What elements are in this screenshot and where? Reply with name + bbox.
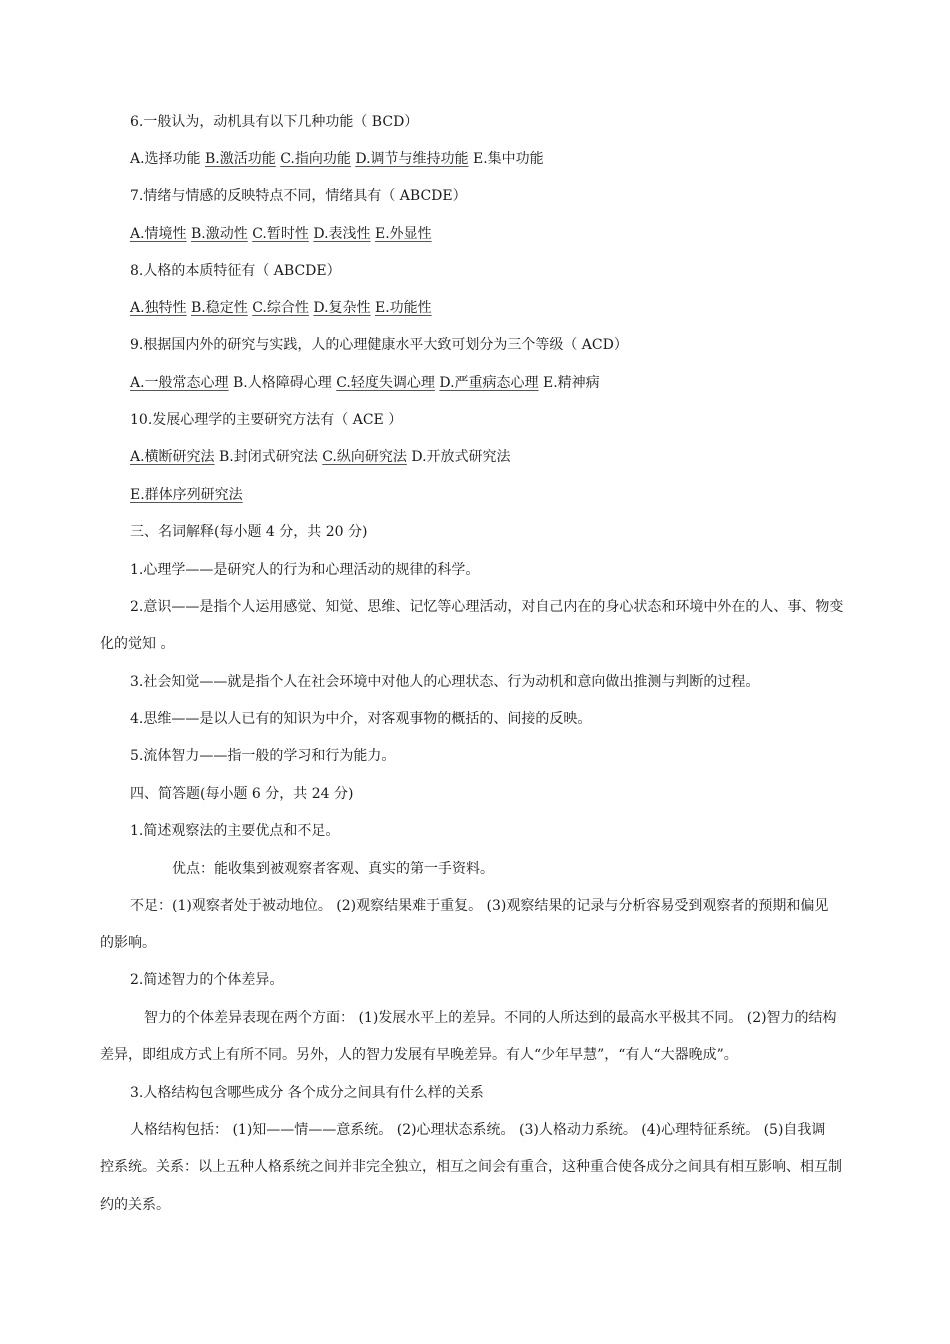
term-consciousness: 2.意识——是指个人运用感觉、知觉、思维、记忆等心理活动，对自己内在的身心状态和环境中外在的人、事、物变 xyxy=(130,599,844,615)
term-thinking: 4.思维——是以人已有的知识为中介，对客观事物的概括的、间接的反映。 xyxy=(130,711,592,727)
q8-option-c: C.综合性 xyxy=(252,300,309,316)
q7-options xyxy=(130,224,432,244)
q9-stem: 9.根据国内外的研究与实践，人的心理健康水平大致可划分为三个等级（ ACD） xyxy=(130,337,628,353)
q6-option-b: B.激活功能 xyxy=(205,151,276,167)
q7-option-e: E.外显性 xyxy=(374,226,432,242)
q9-option-c: C.轻度失调心理 xyxy=(336,375,435,391)
sa-q1-advantage: 优点：能收集到被观察者客观、真实的第一手资料。 xyxy=(172,861,494,877)
q7-option-b: B.激动性 xyxy=(191,226,248,242)
q6-option-c: C.指向功能 xyxy=(280,151,351,167)
q10-option-e: E.群体序列研究法 xyxy=(130,487,243,503)
q10-options xyxy=(130,447,511,467)
sa-q2-stem: 2.简述智力的个体差异。 xyxy=(130,972,284,988)
q8-option-a: A.独特性 xyxy=(130,300,187,316)
q7-stem: 7.情绪与情感的反映特点不同，情绪具有（ ABCDE） xyxy=(130,188,467,204)
q8-option-e: E.功能性 xyxy=(374,300,432,316)
q8-option-b: B.稳定性 xyxy=(191,300,248,316)
sa-q3-stem: 3.人格结构包含哪些成分 各个成分之间具有什么样的关系 xyxy=(130,1085,484,1101)
q10-option-a: A.横断研究法 xyxy=(130,449,215,465)
q9-option-e: E.精神病 xyxy=(542,375,600,391)
q6-options xyxy=(130,149,544,169)
sa-q2-answer: 智力的个体差异表现在两个方面： (1)发展水平上的差异。不同的人所达到的最高水平极其不同。 (2)智力的结构 xyxy=(144,1010,837,1026)
term-fluid-intelligence: 5.流体智力——指一般的学习和行为能力。 xyxy=(130,748,396,764)
q8-option-d: D.复杂性 xyxy=(313,300,371,316)
sa-q3-answer: 人格结构包括： (1)知——情——意系统。 (2)心理状态系统。 (3)人格动力系统。 (4)心理特征系统。 (5)自我调 xyxy=(130,1122,826,1138)
q7-option-c: C.暂时性 xyxy=(252,226,309,242)
term-consciousness-cont: 化的觉知 。 xyxy=(100,636,175,652)
sa-q1-stem: 1.简述观察法的主要优点和不足。 xyxy=(130,823,340,839)
q6-stem: 6.一般认为，动机具有以下几种功能（ BCD） xyxy=(130,114,419,130)
sa-q2-answer-cont: 差异，即组成方式上有所不同。另外，人的智力发展有早晚差异。有人“少年早慧”，“有人“大器晚成”。 xyxy=(100,1047,738,1063)
q10-option-b: B.封闭式研究法 xyxy=(219,449,318,465)
q9-options xyxy=(130,373,600,393)
q10-option-c: C.纵向研究法 xyxy=(322,449,407,465)
sa-q3-answer-end: 约的关系。 xyxy=(100,1197,170,1213)
section4-title: 四、简答题(每小题 6 分，共 24 分) xyxy=(130,786,354,802)
q6-option-e: E.集中功能 xyxy=(472,151,544,167)
q7-option-d: D.表浅性 xyxy=(313,226,371,242)
term-psychology: 1.心理学——是研究人的行为和心理活动的规律的科学。 xyxy=(130,562,480,578)
q10-stem: 10.发展心理学的主要研究方法有（ ACE ） xyxy=(130,412,403,428)
sa-q3-answer-cont: 控系统。关系：以上五种人格系统之间并非完全独立，相互之间会有重合，这种重合使各成分之间具有相互影响、相互制 xyxy=(100,1159,842,1175)
q8-stem: 8.人格的本质特征有（ ABCDE） xyxy=(130,263,341,279)
section3-title: 三、名词解释(每小题 4 分，共 20 分) xyxy=(130,524,368,540)
sa-q1-shortcoming-cont: 的影响。 xyxy=(100,935,156,951)
q9-option-a: A.一般常态心理 xyxy=(130,375,229,391)
term-social-perception: 3.社会知觉——就是指个人在社会环境中对他人的心理状态、行为动机和意向做出推测与判断的过程。 xyxy=(130,674,760,690)
q6-option-a: A.选择功能 xyxy=(130,151,201,167)
q9-option-d: D.严重病态心理 xyxy=(439,375,539,391)
q7-option-a: A.情境性 xyxy=(130,226,187,242)
q10-option-d: D.开放式研究法 xyxy=(411,449,511,465)
sa-q1-shortcoming: 不足：(1)观察者处于被动地位。 (2)观察结果难于重复。 (3)观察结果的记录与分析容易受到观察者的预期和偏见 xyxy=(130,898,829,914)
q6-option-d: D.调节与维持功能 xyxy=(355,151,469,167)
q9-option-b: B.人格障碍心理 xyxy=(233,375,332,391)
q8-options xyxy=(130,298,432,318)
